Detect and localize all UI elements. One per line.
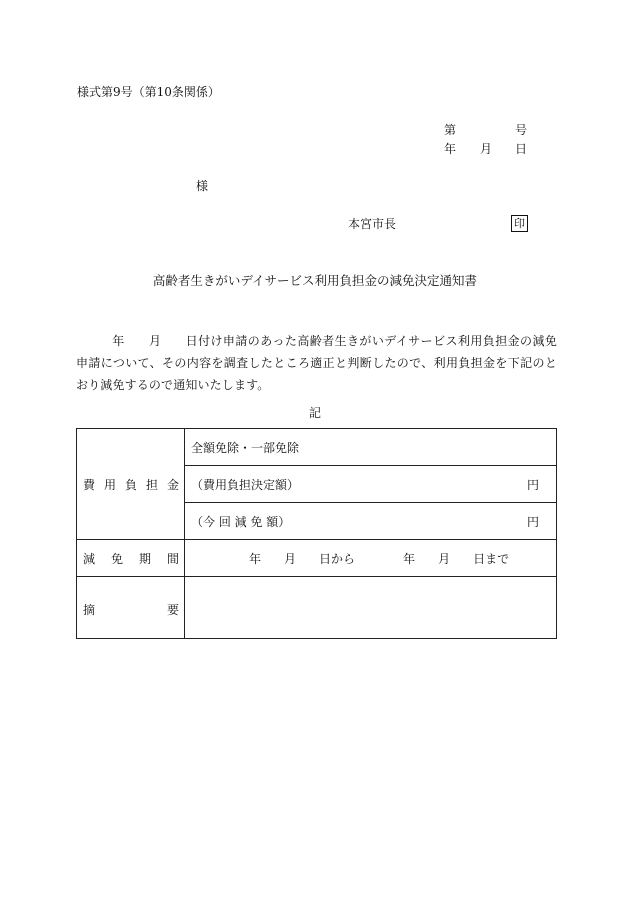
decided-amount-yen: 円	[526, 477, 539, 492]
exemption-table	[76, 428, 557, 639]
period-year-2: 年	[403, 551, 416, 566]
seal-stamp: 印	[511, 215, 528, 232]
fee-label: 費 用 負 担 金	[83, 477, 179, 492]
summary-label-cell	[77, 577, 185, 639]
period-year-1: 年	[249, 551, 262, 566]
table-row	[77, 577, 557, 639]
period-label: 減 免 期 間	[83, 551, 179, 566]
form-number: 様式第9号（第10条関係）	[77, 85, 220, 99]
decided-amount-label: （費用負担決定額）	[191, 477, 300, 492]
period-from: 日から	[319, 551, 356, 566]
period-month-1: 月	[284, 551, 297, 566]
current-exemption-cell[interactable]	[185, 503, 557, 540]
body-year-label: 年	[112, 334, 125, 348]
body-paragraph	[76, 330, 557, 396]
exemption-type-cell[interactable]	[185, 429, 557, 466]
issuer-name: 本宮市長	[348, 217, 397, 231]
date-year-label: 年	[444, 142, 457, 156]
document-title: 高齢者生きがいデイサービス利用負担金の減免決定通知書	[152, 273, 478, 288]
exemption-type: 全額免除・一部免除	[191, 440, 300, 455]
body-month-label: 月	[148, 334, 162, 348]
summary-label: 摘 要	[83, 603, 179, 617]
date-day-label: 日	[515, 142, 528, 156]
period-month-2: 月	[438, 551, 451, 566]
period-cell[interactable]	[185, 540, 557, 577]
doc-number-prefix: 第	[444, 123, 457, 137]
addressee-suffix: 様	[196, 179, 209, 193]
current-exemption-yen: 円	[526, 514, 539, 529]
period-until: 日まで	[473, 551, 510, 566]
period-label-cell	[77, 540, 185, 577]
fee-label-cell	[77, 429, 185, 540]
table-row	[77, 429, 557, 466]
body-text: 日付け申請のあった高齢者生きがいデイサービス利用負担金の減免申請について、その内容を調査したところ適正と判断したので、利用負担金を下記のとおり減免するので通知いたします。	[76, 334, 558, 392]
period-value	[185, 550, 556, 567]
current-exemption-label: （今 回 減 免 額）	[191, 514, 291, 529]
date-month-label: 月	[480, 142, 493, 156]
table-row	[77, 540, 557, 577]
doc-number-suffix: 号	[515, 123, 528, 137]
decided-amount-cell[interactable]	[185, 466, 557, 503]
summary-cell[interactable]	[185, 577, 557, 639]
ki-heading: 記	[308, 406, 321, 420]
